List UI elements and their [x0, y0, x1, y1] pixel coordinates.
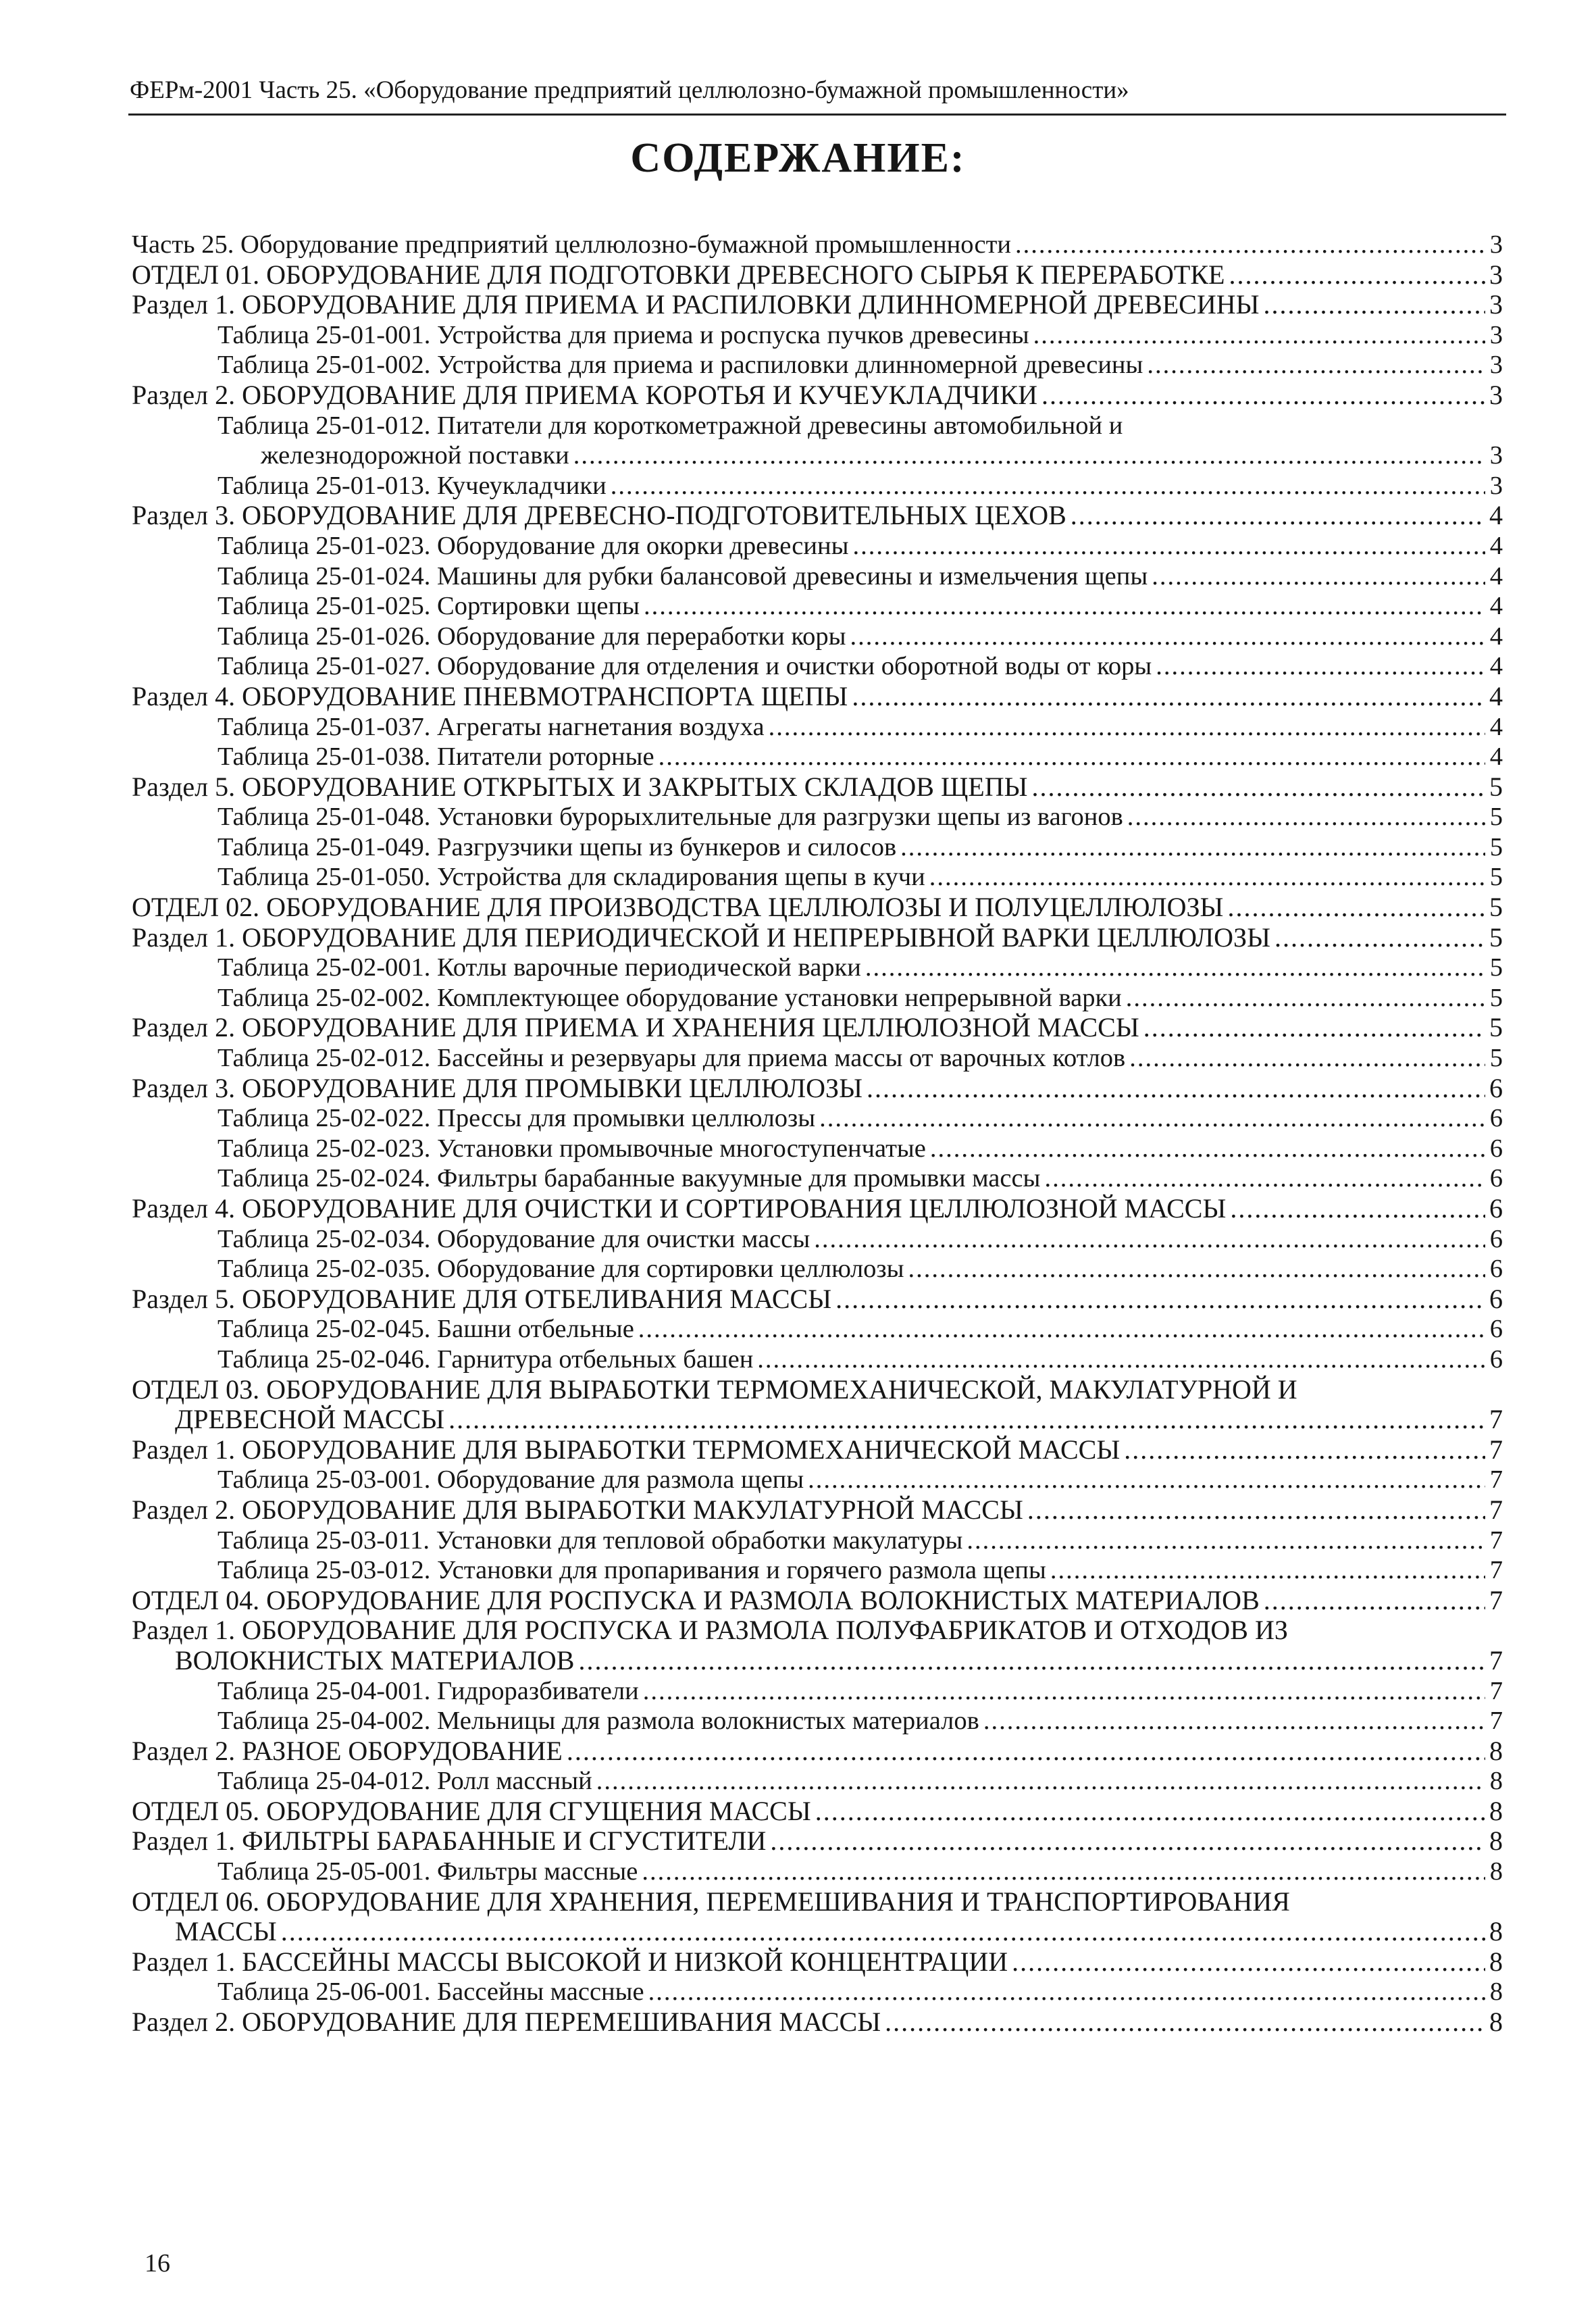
toc-entry-text: МАССЫ: [175, 1916, 277, 1947]
toc-entry-table: [132, 1766, 1503, 1796]
toc-entry-text: Таблица 25-03-001. Оборудование для размола щепы: [217, 1465, 804, 1494]
dot-leader: [1147, 350, 1485, 380]
toc-entry-text: Таблица 25-02-001. Котлы варочные периодической варки: [217, 953, 861, 982]
toc-entry-text: ОТДЕЛ 04. ОБОРУДОВАНИЕ ДЛЯ РОСПУСКА И РАЗМОЛА ВОЛОКНИСТЫХ МАТЕРИАЛОВ: [132, 1584, 1260, 1615]
dot-leader: [643, 1676, 1485, 1707]
toc-entry-table: [132, 531, 1503, 561]
dot-leader: [1124, 1435, 1485, 1465]
toc-page-number: 6: [1489, 1134, 1503, 1163]
running-header: ФЕРм-2001 Часть 25. «Оборудование предприятий целлюлозно-бумажной промышленности»: [130, 76, 1129, 104]
toc-entry-section: [132, 1074, 1503, 1104]
toc-page-number: 3: [1489, 351, 1503, 380]
toc-entry-section: [132, 772, 1503, 803]
toc-page-number: 3: [1489, 320, 1503, 349]
toc-page-number: 4: [1489, 592, 1503, 621]
dot-leader: [819, 1103, 1485, 1134]
toc-page-number: 7: [1489, 1556, 1503, 1585]
toc-entry-text: Таблица 25-01-013. Кучеукладчики: [217, 471, 607, 500]
toc-entry-text: ОТДЕЛ 01. ОБОРУДОВАНИЕ ДЛЯ ПОДГОТОВКИ ДРЕВЕСНОГО СЫРЬЯ К ПЕРЕРАБОТКЕ: [132, 259, 1225, 290]
toc-page-number: 6: [1489, 1164, 1503, 1193]
toc-entry-text: Таблица 25-02-023. Установки промывочные многоступенчатые: [217, 1134, 926, 1163]
toc-entry-text: Раздел 2. ОБОРУДОВАНИЕ ДЛЯ ВЫРАБОТКИ МАКУЛАТУРНОЙ МАССЫ: [132, 1494, 1023, 1525]
toc-entry-text: Таблица 25-01-025. Сортировки щепы: [217, 592, 640, 621]
toc-page-number: 5: [1489, 953, 1503, 982]
dot-leader: [865, 953, 1485, 983]
dot-leader: [852, 531, 1485, 561]
toc-entry-text: Раздел 5. ОБОРУДОВАНИЕ ДЛЯ ОТБЕЛИВАНИЯ МАССЫ: [132, 1283, 832, 1314]
toc-entry-text: Таблица 25-04-012. Ролл массный: [217, 1767, 592, 1796]
toc-page-number: 4: [1489, 622, 1503, 651]
toc-page-number: 8: [1489, 1946, 1503, 1977]
dot-leader: [852, 682, 1485, 712]
toc-page-number: 7: [1489, 1404, 1503, 1435]
toc-entry-text: ОТДЕЛ 05. ОБОРУДОВАНИЕ ДЛЯ СГУЩЕНИЯ МАССЫ: [132, 1795, 811, 1826]
toc-entry-text: Таблица 25-01-001. Устройства для приема и роспуска пучков древесины: [217, 320, 1029, 349]
dot-leader: [1050, 1555, 1485, 1586]
toc-entry-text: Раздел 1. ОБОРУДОВАНИЕ ДЛЯ ВЫРАБОТКИ ТЕРМОМЕХАНИЧЕСКОЙ МАССЫ: [132, 1434, 1121, 1465]
toc-entry-table: [132, 1254, 1503, 1284]
toc-entry-division: [132, 260, 1503, 291]
dot-leader: [1127, 802, 1485, 832]
toc-entry-table: [132, 411, 1503, 471]
toc-entry-section: [132, 1495, 1503, 1526]
dot-leader: [1071, 501, 1485, 531]
toc-entry-section: [132, 1435, 1503, 1465]
toc-entry-section: [132, 1615, 1503, 1676]
dot-leader: [1044, 1163, 1485, 1194]
toc-entry-table: [132, 320, 1503, 351]
toc-entry-text: ОТДЕЛ 06. ОБОРУДОВАНИЕ ДЛЯ ХРАНЕНИЯ, ПЕРЕМЕШИВАНИЯ И ТРАНСПОРТИРОВАНИЯ: [132, 1886, 1290, 1917]
toc-entry-text: Раздел 2. ОБОРУДОВАНИЕ ДЛЯ ПЕРЕМЕШИВАНИЯ МАССЫ: [132, 2007, 881, 2038]
toc-page-number: 3: [1489, 259, 1503, 290]
toc-page-number: 8: [1489, 1767, 1503, 1796]
table-of-contents: [132, 230, 1503, 2038]
dot-leader: [642, 1857, 1485, 1887]
toc-entry-text: Раздел 5. ОБОРУДОВАНИЕ ОТКРЫТЫХ И ЗАКРЫТЫХ СКЛАДОВ ЩЕПЫ: [132, 771, 1028, 802]
toc-page-number: 3: [1489, 471, 1503, 500]
toc-entry-text: Таблица 25-01-023. Оборудование для окорки древесины: [217, 531, 849, 560]
toc-entry-section: [132, 1194, 1503, 1224]
dot-leader: [1041, 380, 1485, 411]
page-title: СОДЕРЖАНИЕ:: [630, 135, 966, 181]
toc-entry-text: Часть 25. Оборудование предприятий целлюлозно-бумажной промышленности: [132, 230, 1012, 259]
page-number: 16: [145, 2249, 170, 2278]
toc-entry-table: [132, 802, 1503, 832]
toc-page-number: 5: [1489, 1044, 1503, 1073]
dot-leader: [967, 1526, 1485, 1556]
toc-page-number: 7: [1489, 1465, 1503, 1494]
toc-entry-text: Таблица 25-01-037. Агрегаты нагнетания воздуха: [217, 712, 765, 741]
toc-entry-text: Раздел 2. ОБОРУДОВАНИЕ ДЛЯ ПРИЕМА КОРОТЬЯ И КУЧЕУКЛАДЧИКИ: [132, 379, 1037, 410]
toc-entry-text: Раздел 1. ОБОРУДОВАНИЕ ДЛЯ ПРИЕМА И РАСПИЛОВКИ ДЛИННОМЕРНОЙ ДРЕВЕСИНЫ: [132, 289, 1260, 320]
dot-leader: [1156, 651, 1485, 682]
toc-page-number: 6: [1489, 1283, 1503, 1314]
dot-leader: [867, 1074, 1485, 1104]
toc-page-number: 4: [1489, 531, 1503, 560]
toc-entry-table: [132, 1977, 1503, 2007]
toc-page-number: 7: [1489, 1526, 1503, 1555]
dot-leader: [573, 441, 1485, 471]
dot-leader: [596, 1766, 1485, 1796]
dot-leader: [1129, 1043, 1485, 1074]
dot-leader: [1033, 320, 1485, 351]
dot-leader: [1015, 230, 1485, 260]
dot-leader: [929, 862, 1485, 892]
toc-page-number: 8: [1489, 1978, 1503, 2007]
toc-entry-table: [132, 1706, 1503, 1736]
toc-entry-table: [132, 350, 1503, 380]
toc-entry-part: [132, 230, 1503, 260]
dot-leader: [835, 1284, 1485, 1315]
toc-page-number: 5: [1489, 892, 1503, 923]
header-rule: [128, 114, 1506, 116]
toc-page-number: 8: [1489, 1826, 1503, 1857]
toc-entry-text: Таблица 25-02-024. Фильтры барабанные вакуумные для промывки массы: [217, 1164, 1041, 1193]
toc-entry-table: [132, 1676, 1503, 1707]
toc-entry-text: Таблица 25-02-012. Бассейны и резервуары для приема массы от варочных котлов: [217, 1044, 1126, 1073]
dot-leader: [1152, 561, 1485, 592]
toc-entry-text: Раздел 1. ОБОРУДОВАНИЕ ДЛЯ РОСПУСКА И РАЗМОЛА ПОЛУФАБРИКАТОВ И ОТХОДОВ ИЗ: [132, 1615, 1288, 1646]
dot-leader: [1027, 1495, 1485, 1526]
toc-entry-text: Таблица 25-01-012. Питатели для короткометражной древесины автомобильной и: [217, 411, 1123, 440]
toc-page-number: 6: [1489, 1224, 1503, 1253]
toc-entry-text: Таблица 25-01-027. Оборудование для отделения и очистки оборотной воды от коры: [217, 652, 1152, 681]
toc-entry-text: Таблица 25-02-046. Гарнитура отбельных башен: [217, 1344, 754, 1374]
toc-page-number: 3: [1489, 379, 1503, 410]
toc-entry-table: [132, 1465, 1503, 1495]
dot-leader: [850, 622, 1486, 652]
dot-leader: [648, 1977, 1485, 2007]
toc-entry-text: железнодорожной поставки: [261, 441, 569, 470]
dot-leader: [1012, 1947, 1485, 1978]
dot-leader: [611, 471, 1485, 501]
toc-entry-text: Таблица 25-03-012. Установки для пропаривания и горячего размола щепы: [217, 1556, 1046, 1585]
dot-leader: [983, 1706, 1485, 1736]
dot-leader: [815, 1796, 1485, 1827]
toc-entry-table: [132, 1314, 1503, 1344]
toc-entry-table: [132, 1526, 1503, 1556]
toc-entry-text: Раздел 1. БАССЕЙНЫ МАССЫ ВЫСОКОЙ И НИЗКОЙ КОНЦЕНТРАЦИИ: [132, 1946, 1008, 1977]
toc-page-number: 3: [1489, 441, 1503, 470]
toc-entry-table: [132, 712, 1503, 743]
toc-entry-text: Таблица 25-04-001. Гидроразбиватели: [217, 1676, 639, 1705]
toc-entry-section: [132, 1947, 1503, 1978]
dot-leader: [1264, 1586, 1485, 1616]
dot-leader: [908, 1254, 1486, 1284]
toc-entry-text: Таблица 25-01-026. Оборудование для переработки коры: [217, 622, 846, 651]
toc-entry-section: [132, 682, 1503, 712]
toc-entry-table: [132, 953, 1503, 983]
toc-entry-section: [132, 1284, 1503, 1315]
toc-entry-table: [132, 651, 1503, 682]
dot-leader: [567, 1736, 1485, 1767]
dot-leader: [1230, 1194, 1485, 1224]
toc-entry-text: Таблица 25-02-022. Прессы для промывки целлюлозы: [217, 1104, 816, 1133]
toc-page-number: 8: [1489, 1735, 1503, 1766]
toc-entry-text: ДРЕВЕСНОЙ МАССЫ: [175, 1404, 445, 1435]
dot-leader: [1227, 892, 1485, 923]
toc-entry-division: [132, 1586, 1503, 1616]
toc-entry-section: [132, 1013, 1503, 1043]
toc-entry-table: [132, 983, 1503, 1013]
toc-entry-text: Таблица 25-03-011. Установки для тепловой обработки макулатуры: [217, 1526, 963, 1555]
toc-entry-text: Раздел 3. ОБОРУДОВАНИЕ ДЛЯ ПРОМЫВКИ ЦЕЛЛЮЛОЗЫ: [132, 1072, 863, 1103]
toc-page-number: 8: [1489, 1916, 1503, 1947]
toc-page-number: 7: [1489, 1676, 1503, 1705]
toc-entry-text: ОТДЕЛ 02. ОБОРУДОВАНИЕ ДЛЯ ПРОИЗВОДСТВА ЦЕЛЛЮЛОЗЫ И ПОЛУЦЕЛЛЮЛОЗЫ: [132, 892, 1224, 923]
toc-entry-text: Раздел 4. ОБОРУДОВАНИЕ ПНЕВМОТРАНСПОРТА ЩЕПЫ: [132, 680, 848, 711]
toc-page-number: 6: [1489, 1193, 1503, 1224]
toc-page-number: 6: [1489, 1072, 1503, 1103]
dot-leader: [1275, 923, 1485, 953]
toc-entry-section: [132, 2007, 1503, 2038]
toc-page-number: 6: [1489, 1255, 1503, 1284]
dot-leader: [808, 1465, 1485, 1495]
toc-entry-text: Раздел 4. ОБОРУДОВАНИЕ ДЛЯ ОЧИСТКИ И СОРТИРОВАНИЯ ЦЕЛЛЮЛОЗНОЙ МАССЫ: [132, 1193, 1227, 1224]
toc-page-number: 6: [1489, 1315, 1503, 1344]
toc-entry-text: Таблица 25-01-024. Машины для рубки балансовой древесины и измельчения щепы: [217, 561, 1148, 590]
toc-entry-text: Таблица 25-01-038. Питатели роторные: [217, 743, 654, 772]
toc-entry-table: [132, 1344, 1503, 1375]
toc-entry-table: [132, 561, 1503, 592]
toc-entry-text: Таблица 25-01-050. Устройства для складирования щепы в кучи: [217, 863, 925, 892]
toc-page-number: 5: [1489, 771, 1503, 802]
toc-entry-table: [132, 742, 1503, 772]
toc-page-number: 4: [1489, 652, 1503, 681]
toc-page-number: 7: [1489, 1644, 1503, 1676]
toc-page-number: 3: [1489, 230, 1503, 259]
toc-entry-text: Раздел 2. РАЗНОЕ ОБОРУДОВАНИЕ: [132, 1735, 563, 1766]
dot-leader: [1263, 290, 1485, 320]
toc-entry-table: [132, 471, 1503, 501]
toc-entry-division: [132, 892, 1503, 923]
dot-leader: [770, 1826, 1485, 1857]
toc-entry-text: Таблица 25-04-002. Мельницы для размола волокнистых материалов: [217, 1707, 979, 1736]
dot-leader: [578, 1646, 1485, 1676]
toc-entry-table: [132, 1224, 1503, 1255]
dot-leader: [930, 1134, 1485, 1164]
toc-entry-text: Таблица 25-02-045. Башни отбельные: [217, 1315, 634, 1344]
dot-leader: [1229, 260, 1485, 291]
toc-entry-table: [132, 1103, 1503, 1134]
dot-leader: [281, 1917, 1485, 1947]
toc-page-number: 5: [1489, 922, 1503, 953]
toc-entry-text: Раздел 3. ОБОРУДОВАНИЕ ДЛЯ ДРЕВЕСНО-ПОДГОТОВИТЕЛЬНЫХ ЦЕХОВ: [132, 500, 1066, 531]
toc-entry-text: ОТДЕЛ 03. ОБОРУДОВАНИЕ ДЛЯ ВЫРАБОТКИ ТЕРМОМЕХАНИЧЕСКОЙ, МАКУЛАТУРНОЙ И: [132, 1374, 1297, 1405]
dot-leader: [659, 742, 1485, 772]
toc-entry-section: [132, 380, 1503, 411]
dot-leader: [1126, 983, 1485, 1013]
dot-leader: [885, 2007, 1485, 2038]
toc-entry-section: [132, 923, 1503, 953]
toc-entry-table: [132, 832, 1503, 863]
dot-leader: [638, 1314, 1485, 1344]
dot-leader: [1032, 772, 1485, 803]
toc-entry-section: [132, 1826, 1503, 1857]
toc-page-number: 5: [1489, 863, 1503, 892]
toc-page-number: 5: [1489, 832, 1503, 861]
toc-page-number: 4: [1489, 500, 1503, 531]
toc-page-number: 5: [1489, 983, 1503, 1012]
toc-entry-text: Раздел 2. ОБОРУДОВАНИЕ ДЛЯ ПРИЕМА И ХРАНЕНИЯ ЦЕЛЛЮЛОЗНОЙ МАССЫ: [132, 1012, 1139, 1043]
toc-entry-text: Раздел 1. ФИЛЬТРЫ БАРАБАННЫЕ И СГУСТИТЕЛИ: [132, 1826, 767, 1857]
toc-page-number: 4: [1489, 743, 1503, 772]
toc-page-number: 6: [1489, 1104, 1503, 1133]
toc-page-number: 5: [1489, 803, 1503, 832]
toc-page-number: 3: [1489, 289, 1503, 320]
toc-entry-text: Раздел 1. ОБОРУДОВАНИЕ ДЛЯ ПЕРИОДИЧЕСКОЙ И НЕПРЕРЫВНОЙ ВАРКИ ЦЕЛЛЮЛОЗЫ: [132, 922, 1270, 953]
toc-entry-text: Таблица 25-02-035. Оборудование для сортировки целлюлозы: [217, 1255, 904, 1284]
toc-entry-table: [132, 1555, 1503, 1586]
toc-page-number: 7: [1489, 1707, 1503, 1736]
toc-entry-text: Таблица 25-05-001. Фильтры массные: [217, 1857, 638, 1886]
toc-page-number: 7: [1489, 1434, 1503, 1465]
toc-entry-section: [132, 290, 1503, 320]
dot-leader: [448, 1405, 1485, 1435]
toc-page-number: 7: [1489, 1584, 1503, 1615]
toc-entry-text: Таблица 25-02-002. Комплектующее оборудование установки непрерывной варки: [217, 983, 1122, 1012]
toc-entry-text: ВОЛОКНИСТЫХ МАТЕРИАЛОВ: [175, 1644, 575, 1676]
toc-entry-division: [132, 1887, 1503, 1947]
toc-entry-text: Таблица 25-01-048. Установки бурорыхлительные для разгрузки щепы из вагонов: [217, 803, 1123, 832]
toc-entry-section: [132, 1736, 1503, 1767]
toc-page-number: 4: [1489, 712, 1503, 741]
toc-entry-text: Таблица 25-01-002. Устройства для приема и распиловки длинномерной древесины: [217, 351, 1143, 380]
toc-entry-table: [132, 591, 1503, 622]
toc-entry-division: [132, 1796, 1503, 1827]
toc-page-number: 4: [1489, 561, 1503, 590]
toc-page-number: 8: [1489, 1857, 1503, 1886]
toc-entry-section: [132, 501, 1503, 531]
dot-leader: [1143, 1013, 1485, 1043]
toc-page-number: 8: [1489, 1795, 1503, 1826]
toc-entry-division: [132, 1375, 1503, 1435]
dot-leader: [900, 832, 1485, 863]
dot-leader: [757, 1344, 1485, 1375]
toc-entry-text: Таблица 25-02-034. Оборудование для очистки массы: [217, 1224, 810, 1253]
toc-entry-table: [132, 1857, 1503, 1887]
toc-entry-table: [132, 1163, 1503, 1194]
toc-entry-table: [132, 1134, 1503, 1164]
toc-page-number: 8: [1489, 2007, 1503, 2038]
dot-leader: [769, 712, 1485, 743]
toc-page-number: 6: [1489, 1344, 1503, 1374]
toc-page-number: 7: [1489, 1494, 1503, 1525]
toc-entry-table: [132, 862, 1503, 892]
toc-entry-text: Таблица 25-01-049. Разгрузчики щепы из бункеров и силосов: [217, 832, 897, 861]
dot-leader: [644, 591, 1485, 622]
toc-entry-table: [132, 1043, 1503, 1074]
toc-entry-text: Таблица 25-06-001. Бассейны массные: [217, 1978, 644, 2007]
toc-page-number: 5: [1489, 1012, 1503, 1043]
toc-page-number: 4: [1489, 680, 1503, 711]
toc-entry-table: [132, 622, 1503, 652]
dot-leader: [814, 1224, 1485, 1255]
